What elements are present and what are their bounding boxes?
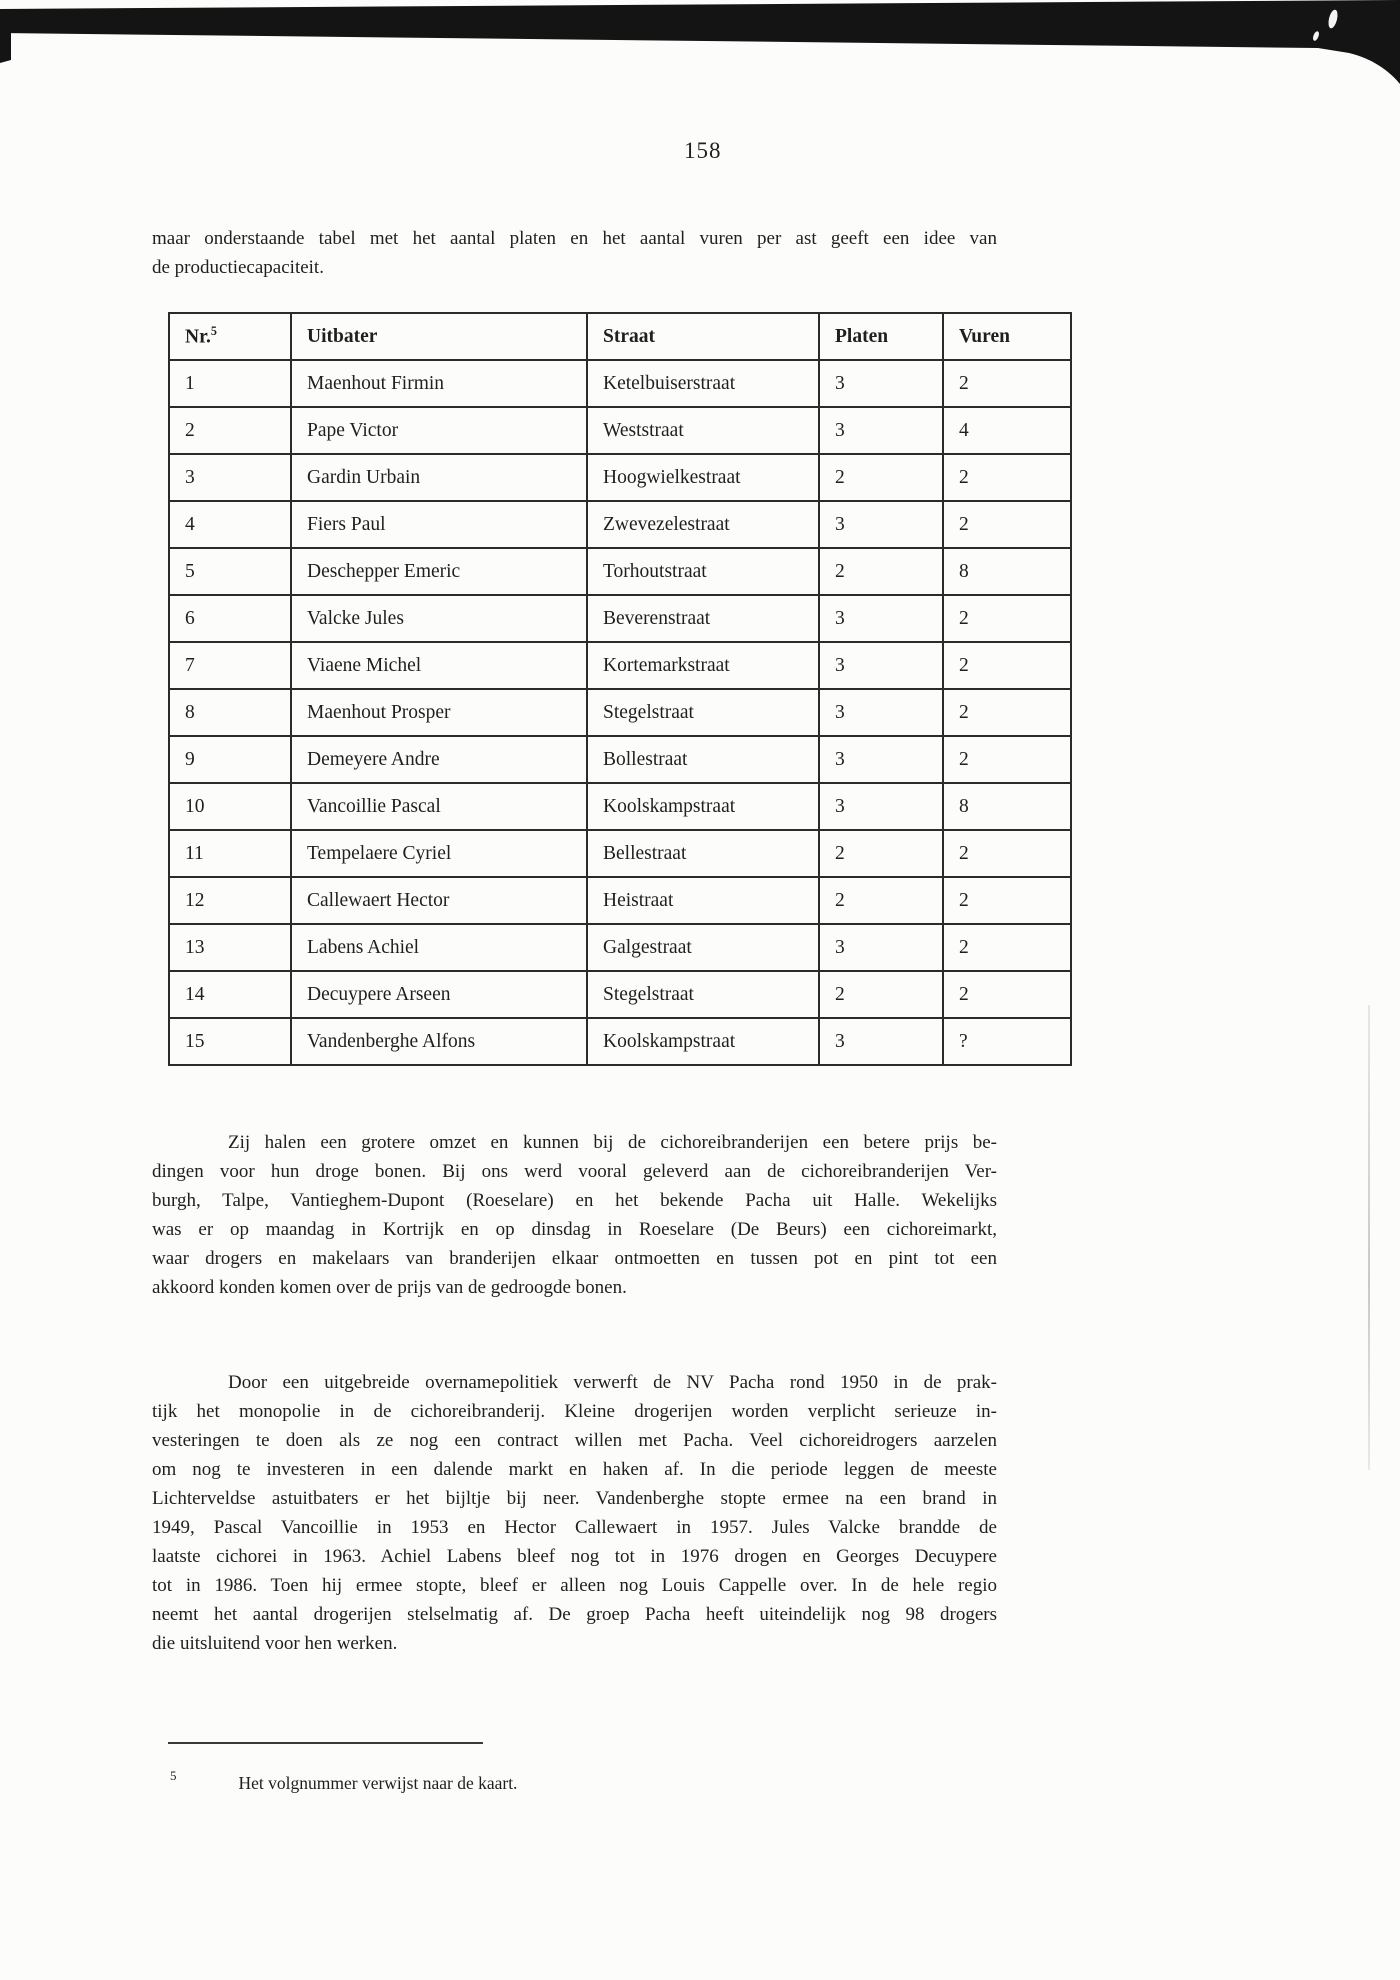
- cell-nr: 13: [169, 924, 291, 971]
- cell-straat: Beverenstraat: [587, 595, 819, 642]
- column-header-platen: Platen: [819, 313, 943, 360]
- cell-platen: 3: [819, 360, 943, 407]
- cell-vuren: 2: [943, 501, 1071, 548]
- cell-vuren: 2: [943, 642, 1071, 689]
- table-row: [169, 783, 1071, 830]
- column-header-uitbater: Uitbater: [291, 313, 587, 360]
- cell-straat: Hoogwielkestraat: [587, 454, 819, 501]
- text-line: neemt het aantal drogerijen stelselmatig af. De groep Pacha heeft uiteindelijk nog 98 drogers: [152, 1604, 997, 1625]
- table-row: [169, 924, 1071, 971]
- cell-straat: Torhoutstraat: [587, 548, 819, 595]
- cell-nr: 14: [169, 971, 291, 1018]
- cell-nr: 12: [169, 877, 291, 924]
- cell-nr: 1: [169, 360, 291, 407]
- table-row: [169, 501, 1071, 548]
- cell-nr: 2: [169, 407, 291, 454]
- cell-vuren: 8: [943, 783, 1071, 830]
- footnote-marker: 5: [170, 1768, 177, 1783]
- cell-nr: 7: [169, 642, 291, 689]
- column-header-vuren: Vuren: [943, 313, 1071, 360]
- text-line: burgh, Talpe, Vantieghem-Dupont (Roeselare) en het bekende Pacha uit Halle. Wekelijks: [152, 1190, 997, 1211]
- intro-paragraph: [152, 224, 997, 282]
- text-line: die uitsluitend voor hen werken.: [152, 1633, 398, 1654]
- cell-uitbater: Demeyere Andre: [291, 736, 587, 783]
- cell-platen: 2: [819, 454, 943, 501]
- cell-vuren: ?: [943, 1018, 1071, 1065]
- footnote-text: Het volgnummer verwijst naar de kaart.: [238, 1773, 518, 1793]
- cell-platen: 2: [819, 877, 943, 924]
- scan-artifact-fold-line: [1368, 1005, 1370, 1470]
- cell-vuren: 2: [943, 736, 1071, 783]
- cell-uitbater: Gardin Urbain: [291, 454, 587, 501]
- cell-platen: 3: [819, 642, 943, 689]
- cell-straat: Stegelstraat: [587, 689, 819, 736]
- text-line: vesteringen te doen als ze nog een contract willen met Pacha. Veel cichoreidrogers aarzelen: [152, 1430, 997, 1451]
- cell-straat: Weststraat: [587, 407, 819, 454]
- footnote-rule: [168, 1742, 483, 1744]
- cell-straat: Koolskampstraat: [587, 783, 819, 830]
- text-line: tot in 1986. Toen hij ermee stopte, bleef er alleen nog Louis Cappelle over. In de hele regio: [152, 1575, 997, 1596]
- cell-vuren: 8: [943, 548, 1071, 595]
- cell-platen: 3: [819, 407, 943, 454]
- table-row: [169, 595, 1071, 642]
- text-line: tijk het monopolie in de cichoreibranderij. Kleine drogerijen worden verplicht serieuze in-: [152, 1401, 997, 1422]
- text-line: was er op maandag in Kortrijk en op dinsdag in Roeselare (De Beurs) een cichoreimarkt,: [152, 1219, 997, 1240]
- cell-straat: Koolskampstraat: [587, 1018, 819, 1065]
- cell-uitbater: Decuypere Arseen: [291, 971, 587, 1018]
- cell-straat: Zwevezelestraat: [587, 501, 819, 548]
- cell-uitbater: Valcke Jules: [291, 595, 587, 642]
- table-row: [169, 407, 1071, 454]
- cell-platen: 3: [819, 736, 943, 783]
- text-line: 1949, Pascal Vancoillie in 1953 en Hector Callewaert in 1957. Jules Valcke brandde de: [152, 1517, 997, 1538]
- cell-vuren: 4: [943, 407, 1071, 454]
- cell-straat: Kortemarkstraat: [587, 642, 819, 689]
- cell-nr: 10: [169, 783, 291, 830]
- cell-nr: 11: [169, 830, 291, 877]
- cell-straat: Stegelstraat: [587, 971, 819, 1018]
- table-row: [169, 877, 1071, 924]
- cell-platen: 3: [819, 689, 943, 736]
- cell-straat: Bollestraat: [587, 736, 819, 783]
- text-line: Door een uitgebreide overnamepolitiek verwerft de NV Pacha rond 1950 in de prak-: [228, 1372, 997, 1393]
- table-row: [169, 360, 1071, 407]
- production-table: [168, 312, 1072, 1066]
- cell-platen: 3: [819, 924, 943, 971]
- cell-platen: 3: [819, 1018, 943, 1065]
- table-row: [169, 830, 1071, 877]
- cell-platen: 3: [819, 595, 943, 642]
- cell-uitbater: Callewaert Hector: [291, 877, 587, 924]
- cell-vuren: 2: [943, 689, 1071, 736]
- cell-uitbater: Labens Achiel: [291, 924, 587, 971]
- text-line: Zij halen een grotere omzet en kunnen bij de cichoreibranderijen een betere prijs be-: [228, 1132, 997, 1153]
- cell-straat: Galgestraat: [587, 924, 819, 971]
- cell-uitbater: Fiers Paul: [291, 501, 587, 548]
- cell-uitbater: Tempelaere Cyriel: [291, 830, 587, 877]
- cell-straat: Ketelbuiserstraat: [587, 360, 819, 407]
- cell-vuren: 2: [943, 877, 1071, 924]
- cell-vuren: 2: [943, 971, 1071, 1018]
- table-row: [169, 454, 1071, 501]
- cell-platen: 2: [819, 830, 943, 877]
- cell-nr: 9: [169, 736, 291, 783]
- text-line: waar drogers en makelaars van branderijen elkaar ontmoetten en tussen pot en pint tot een: [152, 1248, 997, 1269]
- body-paragraph-2: [152, 1368, 997, 1658]
- cell-vuren: 2: [943, 830, 1071, 877]
- cell-uitbater: Viaene Michel: [291, 642, 587, 689]
- table-row: [169, 1018, 1071, 1065]
- table-row: [169, 642, 1071, 689]
- table-header-row: [169, 313, 1071, 360]
- column-header-straat: Straat: [587, 313, 819, 360]
- table-row: [169, 689, 1071, 736]
- text-line: akkoord konden komen over de prijs van de gedroogde bonen.: [152, 1277, 627, 1298]
- cell-uitbater: Pape Victor: [291, 407, 587, 454]
- text-line: dingen voor hun droge bonen. Bij ons werd vooral geleverd aan de cichoreibranderijen Ver-: [152, 1161, 997, 1182]
- column-header-nr: [169, 313, 291, 360]
- table-row: [169, 736, 1071, 783]
- table-row: [169, 548, 1071, 595]
- cell-platen: 2: [819, 548, 943, 595]
- text-line: laatste cichorei in 1963. Achiel Labens bleef nog tot in 1976 drogen en Georges Decuypere: [152, 1546, 997, 1567]
- text-line: Lichterveldse astuitbaters er het bijltje bij neer. Vandenberghe stopte ermee na een brand in: [152, 1488, 997, 1509]
- cell-vuren: 2: [943, 595, 1071, 642]
- cell-platen: 3: [819, 501, 943, 548]
- cell-straat: Heistraat: [587, 877, 819, 924]
- cell-straat: Bellestraat: [587, 830, 819, 877]
- nr-header-footnote-ref: 5: [210, 324, 217, 339]
- page-number: 158: [684, 138, 722, 163]
- cell-vuren: 2: [943, 924, 1071, 971]
- text-line: om nog te investeren in een dalende markt en haken af. In die periode leggen de meeste: [152, 1459, 997, 1480]
- cell-nr: 3: [169, 454, 291, 501]
- cell-vuren: 2: [943, 454, 1071, 501]
- cell-uitbater: Vancoillie Pascal: [291, 783, 587, 830]
- cell-platen: 2: [819, 971, 943, 1018]
- nr-header-label: Nr.: [185, 326, 211, 348]
- table-row: [169, 971, 1071, 1018]
- cell-vuren: 2: [943, 360, 1071, 407]
- footnote: [170, 1768, 870, 1794]
- cell-nr: 6: [169, 595, 291, 642]
- cell-nr: 8: [169, 689, 291, 736]
- scan-artifact-top-bar: [0, 0, 1400, 92]
- cell-uitbater: Maenhout Firmin: [291, 360, 587, 407]
- cell-uitbater: Vandenberghe Alfons: [291, 1018, 587, 1065]
- cell-platen: 3: [819, 783, 943, 830]
- cell-uitbater: Deschepper Emeric: [291, 548, 587, 595]
- cell-uitbater: Maenhout Prosper: [291, 689, 587, 736]
- cell-nr: 4: [169, 501, 291, 548]
- text-line: de productiecapaciteit.: [152, 257, 324, 278]
- cell-nr: 5: [169, 548, 291, 595]
- text-line: maar onderstaande tabel met het aantal platen en het aantal vuren per ast geeft een idee van: [152, 228, 997, 249]
- body-paragraph-1: [152, 1128, 997, 1302]
- cell-nr: 15: [169, 1018, 291, 1065]
